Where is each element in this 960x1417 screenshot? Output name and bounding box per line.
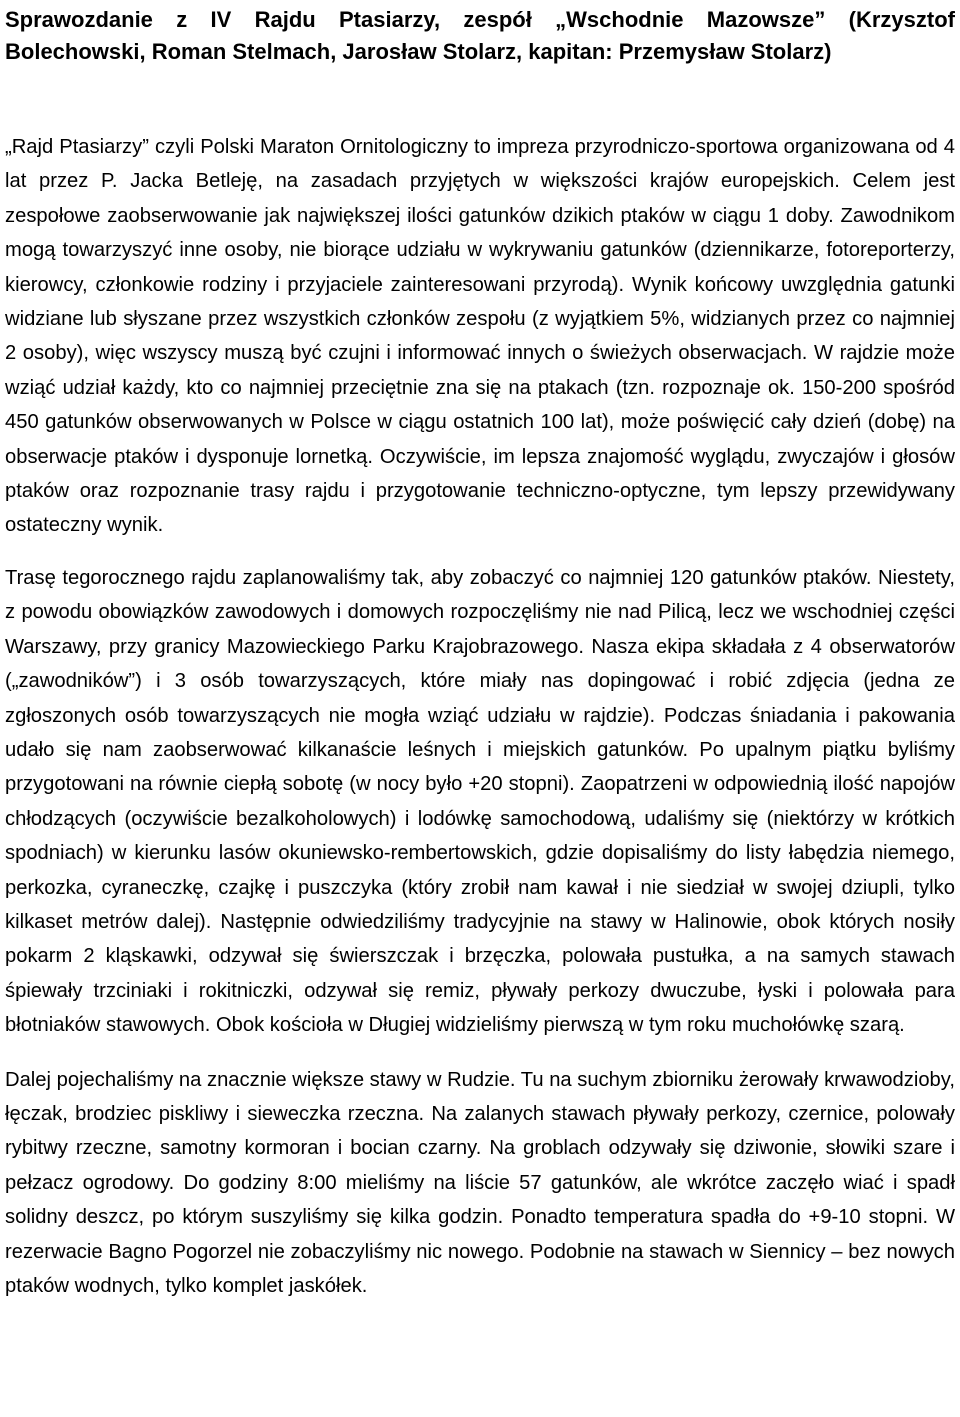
report-title: Sprawozdanie z IV Rajdu Ptasiarzy, zespół „Wschodnie Mazowsze” (Krzysztof Bolechowski, Roman Stelmach, Jarosław Stolarz, kapitan: Przemysław Stolarz) (5, 7, 955, 64)
paragraph-route: Trasę tegorocznego rajdu zaplanowaliśmy tak, aby zobaczyć co najmniej 120 gatunków ptaków. Niestety, z powodu obowiązków zawodowych i domowych rozpoczęliśmy nie nad Pilicą, lecz we wschodniej części Warszawy, przy granicy Mazowieckiego Parku Krajobrazowego. Nasza ekipa składała z 4 obserwatorów („zawodników”) i 3 osób towarzyszących, które miały nas dopingować i robić zdjęcia (jedna ze zgłoszonych osób towarzyszących nie mogła wziąć udziału w rajdzie). Podczas śniadania i pakowania udało się nam zaobserwować kilkanaście leśnych i miejskich gatunków. Po upalnym piątku byliśmy przygotowani na równie ciepłą sobotę (w nocy było +20 stopni). Zaopatrzeni w odpowiednią ilość napojów chłodzących (oczywiście bezalkoholowych) i lodówkę samochodową, udaliśmy się (niektórzy w krótkich spodniach) w kierunku lasów okuniewsko-rembertowskich, gdzie dopisaliśmy do listy łabędzia niemego, perkozka, cyraneczkę, czajkę i puszczyka (który zrobił nam kawał i nie siedział w swojej dziupli, tylko kilkaset metrów dalej). Następnie odwiedziliśmy tradycyjnie na stawy w Halinowie, obok których nosiły pokarm 2 kląskawki, odzywał się świerszczak i brzęczka, polowała pustułka, a na samych stawach śpiewały trzciniaki i rokitniczki, odzywał się remiz, pływały perkozy dwuczube, łyski i polowała para błotniaków stawowych. Obok kościoła w Długiej widzieliśmy pierwszą w tym roku muchołówkę szarą. (5, 566, 955, 1037)
paragraph-ruda: Dalej pojechaliśmy na znacznie większe stawy w Rudzie. Tu na suchym zbiorniku żerowały krwawodzioby, łęczak, brodziec piskliwy i sieweczka rzeczna. Na zalanych stawach pływały perkozy, czernice, polowały rybitwy rzeczne, samotny kormoran i bocian czarny. Na groblach odzywały się dziwonie, słowiki szare i pełzacz ogrodowy. Do godziny 8:00 mieliśmy na liście 57 gatunków, ale wkrótce zaczęło wiać i spadł solidny deszcz, po którym suszyliśmy się kilka godzin. Ponadto temperatura spadła do +9-10 stopni. W rezerwacie Bagno Pogorzel nie zobaczyliśmy nic nowego. Podobnie na stawach w Siennicy – bez nowych ptaków wodnych, tylko komplet jaskółek. (5, 1068, 955, 1297)
document-page (5, 0, 955, 1303)
paragraph-intro: „Rajd Ptasiarzy” czyli Polski Maraton Ornitologiczny to impreza przyrodniczo-sportowa organizowana od 4 lat przez P. Jacka Betleję, na zasadach przyjętych w większości krajów europejskich. Celem jest zespołowe zaobserwowanie jak największej ilości gatunków dzikich ptaków w ciągu 1 doby. Zawodnikom mogą towarzyszyć inne osoby, nie biorące udziału w wykrywaniu gatunków (dziennikarze, fotoreporterzy, kierowcy, członkowie rodziny i przyjaciele zainteresowani przyrodą). Wynik końcowy uwzględnia gatunki widziane lub słyszane przez wszystkich członków zespołu (z wyjątkiem 5%, widzianych przez co najmniej 2 osoby), więc wszyscy muszą być czujni i informować innych o świeżych obserwacjach. W rajdzie może wziąć udział każdy, kto co najmniej przeciętnie zna się na ptakach (tzn. rozpoznaje ok. 150-200 spośród 450 gatunków obserwowanych w Polsce w ciągu ostatnich 100 lat), może poświęcić cały dzień (dobę) na obserwacje ptaków i dysponuje lornetką. Oczywiście, im lepsza znajomość wyglądu, zwyczajów i głosów ptaków oraz rozpoznanie trasy rajdu i przygotowanie techniczno-optyczne, tym lepszy przewidywany ostateczny wynik. (5, 136, 955, 537)
